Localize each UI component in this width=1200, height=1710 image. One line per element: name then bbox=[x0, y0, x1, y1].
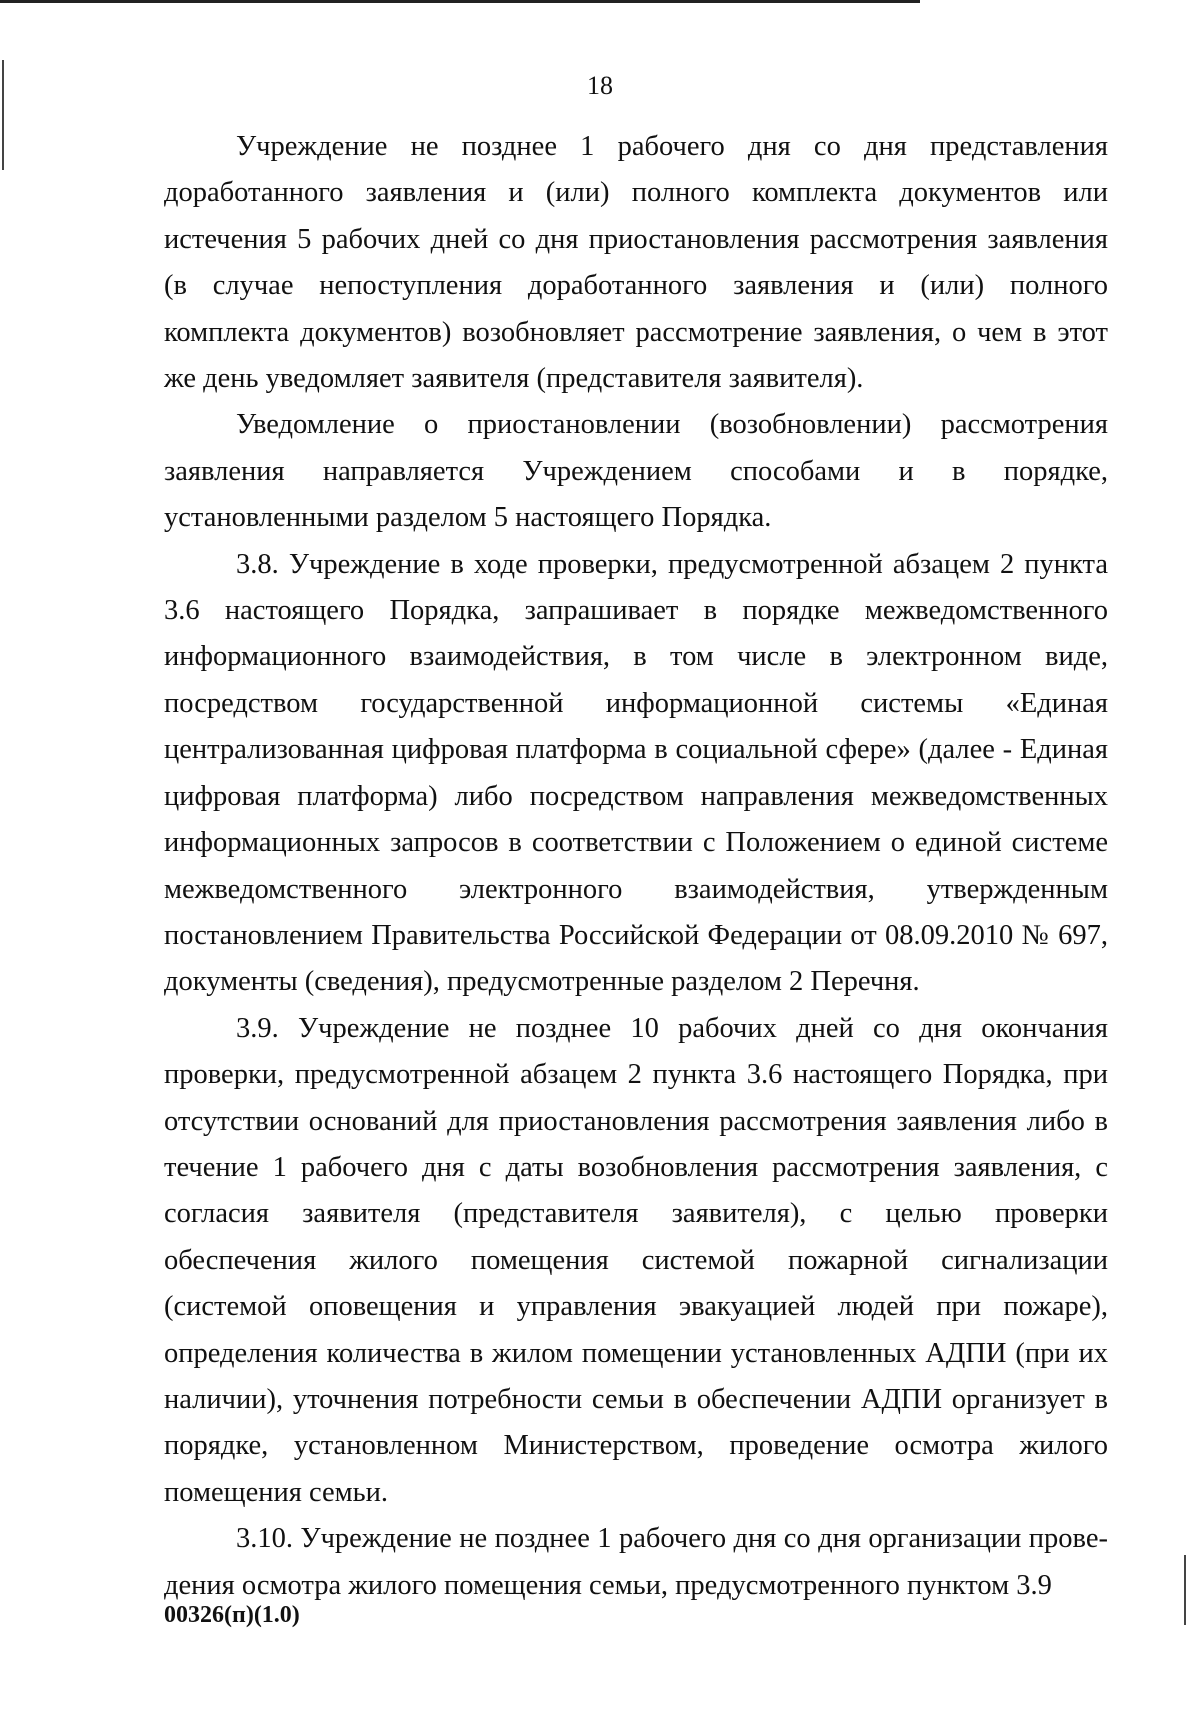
paragraph-3-8: 3.8. Учреждение в ходе проверки, предусмотренной абзацем 2 пункта 3.6 настоящего Порядка, запрашивает в порядке межведомственного информационного взаимодействия, в том числе в электронном виде, посредством государственной информационной системы «Единая централизованная цифровая платформа в социальной сфере» (далее - Единая цифровая платформа) либо посредством направления межведомственных информационных запросов в соответствии с Положением о единой системе межведомственного электронного взаимодействия, утвержденным постановлением Правительства Российской Федерации от 08.09.2010 № 697, документы (сведения), предусмотренные разделом 2 Перечня. bbox=[164, 548, 1108, 998]
top-border-line bbox=[0, 0, 920, 3]
paragraph-3-9: 3.9. Учреждение не позднее 10 рабочих дней со дня окончания проверки, предусмотренной абзацем 2 пункта 3.6 настоящего Порядка, при отсутствии оснований для приостановления рассмотрения заявления либо в течение 1 рабочего дня с даты возобновления рассмотрения заявления, с согласия заявителя (представителя заявителя), с целью проверки обеспечения жилого помещения системой пожарной сигнализации (системой оповещения и управления эвакуацией людей при пожаре), определения количества в жилом помещении установленных АДПИ (при их наличии), уточнения потребности семьи в обеспечении АДПИ организует в порядке, установленном Министерством, проведение осмотра жилого помещения семьи. bbox=[164, 1012, 1108, 1508]
paragraph-resumption: Учреждение не позднее 1 рабочего дня со дня представления доработанного заявления и (или) полного комплекта документов или истечения 5 рабочих дней со дня приостановления рассмотрения заявления (в случае непоступления доработанного заявления и (или) полного комплекта документов) возобновляет рассмотрение заявления, о чем в этот же день уведомляет заявителя (представителя заявителя). bbox=[164, 131, 1108, 395]
document-body bbox=[164, 124, 1108, 1609]
paragraph-3-10: 3.10. Учреждение не позднее 1 рабочего дня со дня организации проведения осмотра жилого помещения семьи, предусмотренного пунктом 3.9 bbox=[164, 1523, 1108, 1601]
document-code: 00326(п)(1.0) bbox=[164, 1602, 300, 1628]
paragraph-notification: Уведомление о приостановлении (возобновлении) рассмотрения заявления направляется Учреждением способами и в порядке, установленными разделом 5 настоящего Порядка. bbox=[164, 409, 1108, 534]
page-number: 18 bbox=[587, 71, 613, 100]
right-margin-mark bbox=[1184, 1555, 1186, 1625]
